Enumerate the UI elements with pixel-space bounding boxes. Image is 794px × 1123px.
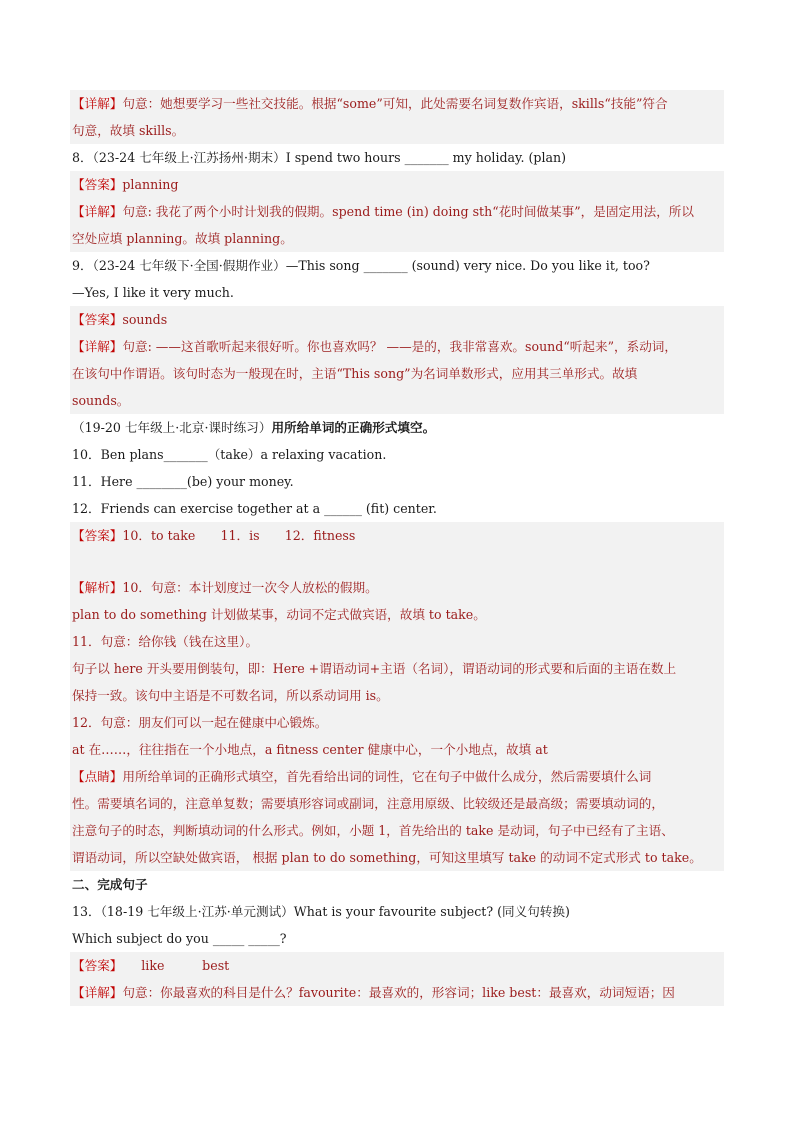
analysis-line-7: at 在……，往往指在一个小地点，a fitness center 健康中心，一个小地点，故填 at <box>70 736 724 763</box>
q8-answer <box>70 171 724 198</box>
detail-text: 句意：你最喜欢的科目是什么？favourite：最喜欢的，形容词；like best：最喜欢，动词短语；因 <box>122 985 675 1000</box>
group-answer <box>70 522 724 549</box>
group-answer-block <box>70 522 724 574</box>
tip-line-2: 性。需要填名词的，注意单复数；需要填形容词或副词，注意用原级、比较级还是最高级；需要填动词的， <box>70 790 724 817</box>
analysis-line-3: 11．句意：给你钱（钱在这里）。 <box>70 628 724 655</box>
group-source: （19-20 七年级上·北京·课时练习） <box>72 420 272 435</box>
document-page <box>70 90 724 1006</box>
q13-stem-2: Which subject do you _____ _____? <box>72 931 287 946</box>
q9-detail-line-3: sounds。 <box>70 387 724 414</box>
group-task: 用所给单词的正确形式填空。 <box>271 420 436 435</box>
detail-tag: 【详解】 <box>72 339 123 354</box>
answer-tag: 【答案】 <box>72 177 123 192</box>
analysis-line-4: 句子以 here 开头要用倒装句，即：Here +谓语动词+主语（名词），谓语动词的形式要和后面的主语在数上 <box>70 655 724 682</box>
answer-text: planning <box>122 177 179 192</box>
tip-text: 用所给单词的正确形式填空，首先看给出词的词性，它在句子中做什么成分，然后需要填什么词 <box>122 769 652 784</box>
detail-text: 句意: 我花了两个小时计划我的假期。spend time (in) doing sth“花时间做某事”，是固定用法，所以 <box>122 204 694 219</box>
answer-gap <box>70 549 724 574</box>
q13-answer <box>70 952 724 979</box>
analysis-text: 10．句意：本计划度过一次令人放松的假期。 <box>122 580 378 595</box>
detail-tag: 【详解】 <box>72 985 123 1000</box>
detail-text: 句意：她想要学习一些社交技能。根据“some”可知，此处需要名词复数作宾语，skills“技能”符合 <box>122 96 668 111</box>
q8-detail-line-1 <box>70 198 724 225</box>
q7-detail-line-1 <box>70 90 724 117</box>
q8-detail-line-2: 空处应填 planning。故填 planning。 <box>70 225 724 252</box>
q10-stem: 10．Ben plans_______（take）a relaxing vacation. <box>72 447 387 462</box>
section-title: 二、完成句子 <box>72 877 148 892</box>
detail-tag: 【详解】 <box>72 204 123 219</box>
q9-detail-line-1 <box>70 333 724 360</box>
analysis-tag: 【解析】 <box>72 580 123 595</box>
tip-line-1 <box>70 763 724 790</box>
answer-tag: 【答案】 <box>72 312 123 327</box>
analysis-line-2: plan to do something 计划做某事，动词不定式做宾语，故填 to take。 <box>70 601 724 628</box>
tip-line-3: 注意句子的时态，判断填动词的什么形式。例如，小题 1，首先给出的 take 是动词，句子中已经有了主语、 <box>70 817 724 844</box>
q9-detail-line-2: 在该句中作谓语。该句时态为一般现在时，主语“This song”为名词单数形式，应用其三单形式。故填 <box>70 360 724 387</box>
tip-line-4: 谓语动词，所以空缺处做宾语， 根据 plan to do something，可知这里填写 take 的动词不定式形式 to take。 <box>70 844 724 871</box>
detail-tag: 【详解】 <box>72 96 123 111</box>
analysis-line-5: 保持一致。该句中主语是不可数名词，所以系动词用 is。 <box>70 682 724 709</box>
q7-detail-line-2: 句意，故填 skills。 <box>70 117 724 144</box>
analysis-line-1 <box>70 574 724 601</box>
answer-tag: 【答案】 <box>72 528 123 543</box>
q9-stem-2: —Yes, I like it very much. <box>72 285 234 300</box>
q8-stem: 8．（23-24 七年级上·江苏扬州·期末）I spend two hours _______ my holiday. (plan) <box>72 150 567 165</box>
detail-text: 句意: ——这首歌听起来很好听。你也喜欢吗？ ——是的，我非常喜欢。sound“听起来”，系动词， <box>122 339 677 354</box>
q9-stem: 9．（23-24 七年级下·全国·假期作业）—This song _______ (sound) very nice. Do you like it, too? <box>72 258 650 273</box>
answer-text: like best <box>116 958 230 973</box>
q12-stem: 12．Friends can exercise together at a ______ (fit) center. <box>72 501 437 516</box>
answer-text: 10．to take 11．is 12．fitness <box>122 528 356 543</box>
tip-tag: 【点睛】 <box>72 769 123 784</box>
answer-text: sounds <box>122 312 168 327</box>
q13-detail-line-1 <box>70 979 724 1006</box>
analysis-line-6: 12．句意：朋友们可以一起在健康中心锻炼。 <box>70 709 724 736</box>
q13-stem: 13．（18-19 七年级上·江苏·单元测试）What is your favourite subject? (同义句转换) <box>72 904 570 919</box>
answer-tag: 【答案】 <box>72 958 117 973</box>
group-intro <box>70 414 724 441</box>
q9-answer <box>70 306 724 333</box>
q11-stem: 11．Here ________(be) your money. <box>72 474 294 489</box>
